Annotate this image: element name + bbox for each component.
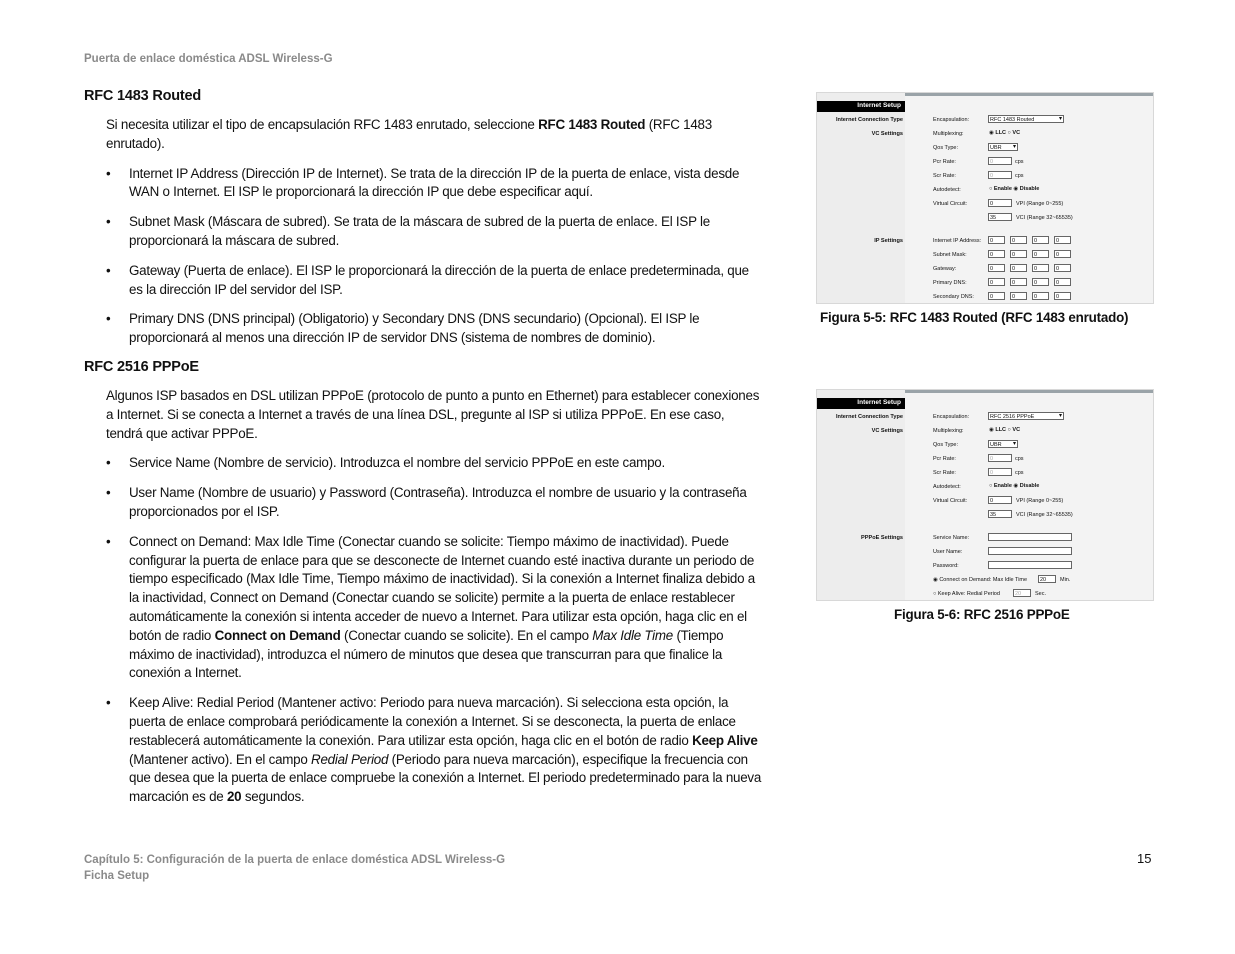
seconds-unit: Sec. — [1035, 591, 1047, 597]
autodetect-radios[interactable]: ○ Enable ◉ Disable — [989, 186, 1040, 192]
password-input[interactable] — [988, 561, 1072, 569]
footer-chapter: Capítulo 5: Configuración de la puerta de enlace doméstica ADSL Wireless-G — [84, 854, 506, 866]
qos-select[interactable]: UBR ▾ — [988, 143, 1018, 151]
keep-alive-radio[interactable]: ○ Keep Alive: Redial Period — [933, 591, 1000, 597]
mask-octet-input[interactable]: 0 — [1032, 250, 1049, 258]
gateway-octet-input[interactable]: 0 — [1010, 264, 1027, 272]
gateway-octet-input[interactable]: 0 — [988, 264, 1005, 272]
internet-setup-title: Internet Setup — [857, 399, 901, 406]
max-idle-time-input[interactable]: 20 — [1038, 575, 1056, 583]
primary-dns-label: Primary DNS: — [933, 280, 967, 286]
multiplexing-label: Multiplexing: — [933, 428, 964, 434]
virtual-circuit-label: Virtual Circuit: — [933, 201, 968, 207]
secondary-dns-label: Secondary DNS: — [933, 294, 974, 300]
vpi-range: VPI (Range 0~255) — [1016, 498, 1064, 504]
gateway-label: Gateway: — [933, 266, 957, 272]
running-head: Puerta de enlace doméstica ADSL Wireless-G — [84, 53, 333, 65]
internet-setup-title: Internet Setup — [857, 102, 901, 109]
footer-section: Ficha Setup — [84, 870, 150, 882]
connect-on-demand-radio[interactable]: ◉ Connect on Demand: Max Idle Time — [933, 577, 1028, 583]
vpi-input[interactable]: 0 — [988, 199, 1012, 207]
list-item: • Subnet Mask (Máscara de subred). Se trata de la máscara de subred de la puerta de enlace. El ISP le proporcionará la máscara de subred. — [106, 214, 710, 248]
autodetect-radios[interactable]: ○ Enable ◉ Disable — [989, 483, 1040, 489]
service-name-input[interactable] — [988, 533, 1072, 541]
scr-label: Scr Rate: — [933, 470, 956, 476]
figure-5-5-caption: Figura 5-5: RFC 1483 Routed (RFC 1483 enrutado) — [820, 310, 1129, 325]
pppoe-settings-label: PPPoE Settings — [861, 535, 903, 541]
heading-rfc1483: RFC 1483 Routed — [84, 88, 202, 104]
pcr-label: Pcr Rate: — [933, 159, 956, 165]
rfc1483-intro: Si necesita utilizar el tipo de encapsulación RFC 1483 enrutado, seleccione RFC 1483 Routed (RFC 1483 enrutado). — [106, 117, 712, 151]
scr-label: Scr Rate: — [933, 173, 956, 179]
list-item: • Gateway (Puerta de enlace). El ISP le proporcionará la dirección de la puerta de enlace predeterminada, que es la dirección IP del servidor del ISP. — [106, 262, 749, 297]
dns2-octet-input[interactable]: 0 — [1010, 292, 1027, 300]
scr-input[interactable]: 0 — [988, 468, 1012, 476]
footer — [84, 852, 505, 884]
dns2-octet-input[interactable]: 0 — [1054, 292, 1071, 300]
ip-address-label: Internet IP Address: — [933, 238, 982, 244]
qos-label: Qos Type: — [933, 145, 958, 151]
dns2-octet-input[interactable]: 0 — [988, 292, 1005, 300]
ip-octet-input[interactable]: 0 — [1032, 236, 1049, 244]
service-name-label: Service Name: — [933, 535, 970, 541]
encapsulation-label: Encapsulation: — [933, 414, 970, 420]
dns1-octet-input[interactable]: 0 — [1010, 278, 1027, 286]
gateway-octet-input[interactable]: 0 — [1032, 264, 1049, 272]
figure-5-6-caption: Figura 5-6: RFC 2516 PPPoE — [894, 607, 1070, 622]
vc-settings-label: VC Settings — [871, 131, 903, 137]
dns1-octet-input[interactable]: 0 — [1032, 278, 1049, 286]
ip-settings-label: IP Settings — [874, 238, 903, 244]
multiplexing-label: Multiplexing: — [933, 131, 964, 137]
main-content — [84, 88, 764, 818]
list-item: • User Name (Nombre de usuario) y Password (Contraseña). Introduzca el nombre de usuario y la contraseña proporcionados por el ISP. — [106, 485, 747, 519]
multiplexing-radios[interactable]: ◉ LLC ○ VC — [989, 130, 1021, 136]
rfc2516-intro: Algunos ISP basados en DSL utilizan PPPoE (protocolo de punto a punto en Ethernet) para establecer conexiones a Internet. Si se conecta a Internet a través de una línea DSL, pregunte al ISP si utiliza PPPoE. En ese caso, tendrá que activar PPPoE. — [106, 387, 760, 441]
mask-octet-input[interactable]: 0 — [1010, 250, 1027, 258]
vci-input[interactable]: 35 — [988, 213, 1012, 221]
vci-range: VCI (Range 32~65535) — [1016, 512, 1073, 518]
minutes-unit: Min. — [1060, 577, 1071, 583]
pcr-input[interactable]: 0 — [988, 157, 1012, 165]
vpi-input[interactable]: 0 — [988, 496, 1012, 504]
qos-select[interactable]: UBR ▾ — [988, 440, 1018, 448]
vc-settings-label: VC Settings — [871, 428, 903, 434]
gateway-octet-input[interactable]: 0 — [1054, 264, 1071, 272]
dns1-octet-input[interactable]: 0 — [1054, 278, 1071, 286]
list-item: • Keep Alive: Redial Period (Mantener activo: Periodo para nueva marcación). Si selecciona esta opción, la puerta de enlace comprobará periódicamente la conexión a Internet. Si se desconecta, la puerta de enlace restablecerá automáticamente la conexión. Para utilizar esta opción, haga clic en el botón de radio Keep Alive (Mantener activo). En el campo Redial Period (Periodo para nueva marcación), especifique la frecuencia con que desea que la puerta de enlace compruebe la conexión a Internet. El periodo predeterminado para la nueva marcación es de 20 segundos. — [106, 695, 762, 805]
virtual-circuit-label: Virtual Circuit: — [933, 498, 968, 504]
mask-octet-input[interactable]: 0 — [988, 250, 1005, 258]
vci-input[interactable]: 35 — [988, 510, 1012, 518]
connection-type-label: Internet Connection Type — [835, 117, 903, 123]
multiplexing-radios[interactable]: ◉ LLC ○ VC — [989, 427, 1021, 433]
heading-rfc2516: RFC 2516 PPPoE — [84, 358, 199, 375]
ip-octet-input[interactable]: 0 — [988, 236, 1005, 244]
pcr-input[interactable]: 0 — [988, 454, 1012, 462]
dns1-octet-input[interactable]: 0 — [988, 278, 1005, 286]
pcr-label: Pcr Rate: — [933, 456, 956, 462]
rfc1483-bullet-list — [84, 165, 764, 348]
vpi-range: VPI (Range 0~255) — [1016, 201, 1064, 207]
figure-rfc2516-screenshot — [816, 389, 1154, 601]
list-item: • Internet IP Address (Dirección IP de Internet). Se trata de la dirección IP de la puerta de enlace, vista desde WAN o Internet. El ISP le proporcionará la dirección IP que debe especificar aquí. — [106, 165, 740, 200]
pcr-unit: cps — [1015, 456, 1024, 462]
qos-label: Qos Type: — [933, 442, 958, 448]
encapsulation-select[interactable]: RFC 2516 PPPoE ▾ — [988, 412, 1064, 420]
scr-unit: cps — [1015, 173, 1024, 179]
dns2-octet-input[interactable]: 0 — [1032, 292, 1049, 300]
pcr-unit: cps — [1015, 159, 1024, 165]
redial-period-input[interactable]: 20 — [1013, 589, 1031, 597]
figure-rfc1483-screenshot — [816, 92, 1154, 304]
ip-octet-input[interactable]: 0 — [1010, 236, 1027, 244]
mask-octet-input[interactable]: 0 — [1054, 250, 1071, 258]
page-number: 15 — [1137, 851, 1152, 866]
ip-octet-input[interactable]: 0 — [1054, 236, 1071, 244]
scr-input[interactable]: 0 — [988, 171, 1012, 179]
password-label: Password: — [933, 563, 959, 569]
list-item: • Connect on Demand: Max Idle Time (Conectar cuando se solicite: Tiempo máximo de inactividad). Puede configurar la puerta de enlace para que se desconecte de Internet cuando esté inactiva durante un periodo de tiempo especificado (Max Idle Time, Tiempo máximo de inactividad). Si la conexión a Internet finaliza debido a la inactividad, Connect on Demand (Conectar cuando se solicite) permite a la puerta de enlace restablecer automáticamente la conexión si intenta acceder de nuevo a Internet. Para utilizar esta opción, haga clic en el botón de radio Connect on Demand (Conectar cuando se solicite). En el campo Max Idle Time (Tiempo máximo de inactividad), introduzca el número de minutos que desea que transcurran para que finalice la conexión a Internet. — [106, 533, 755, 681]
vci-range: VCI (Range 32~65535) — [1016, 215, 1073, 221]
scr-unit: cps — [1015, 470, 1024, 476]
autodetect-label: Autodetect: — [933, 484, 961, 490]
user-name-label: User Name: — [933, 549, 963, 555]
autodetect-label: Autodetect: — [933, 187, 961, 193]
user-name-input[interactable] — [988, 547, 1072, 555]
rfc2516-bullet-list — [84, 454, 764, 807]
encapsulation-label: Encapsulation: — [933, 117, 970, 123]
list-item: • Primary DNS (DNS principal) (Obligatorio) y Secondary DNS (DNS secundario) (Opcional). El ISP le proporcionará al menos una dirección IP de servidor DNS (sistema de nombres de dominio). — [106, 311, 700, 346]
subnet-mask-label: Subnet Mask: — [933, 252, 967, 258]
list-item: • Service Name (Nombre de servicio). Introduzca el nombre del servicio PPPoE en este campo. — [106, 455, 665, 471]
encapsulation-select[interactable]: RFC 1483 Routed ▾ — [988, 115, 1064, 123]
connection-type-label: Internet Connection Type — [835, 414, 903, 420]
